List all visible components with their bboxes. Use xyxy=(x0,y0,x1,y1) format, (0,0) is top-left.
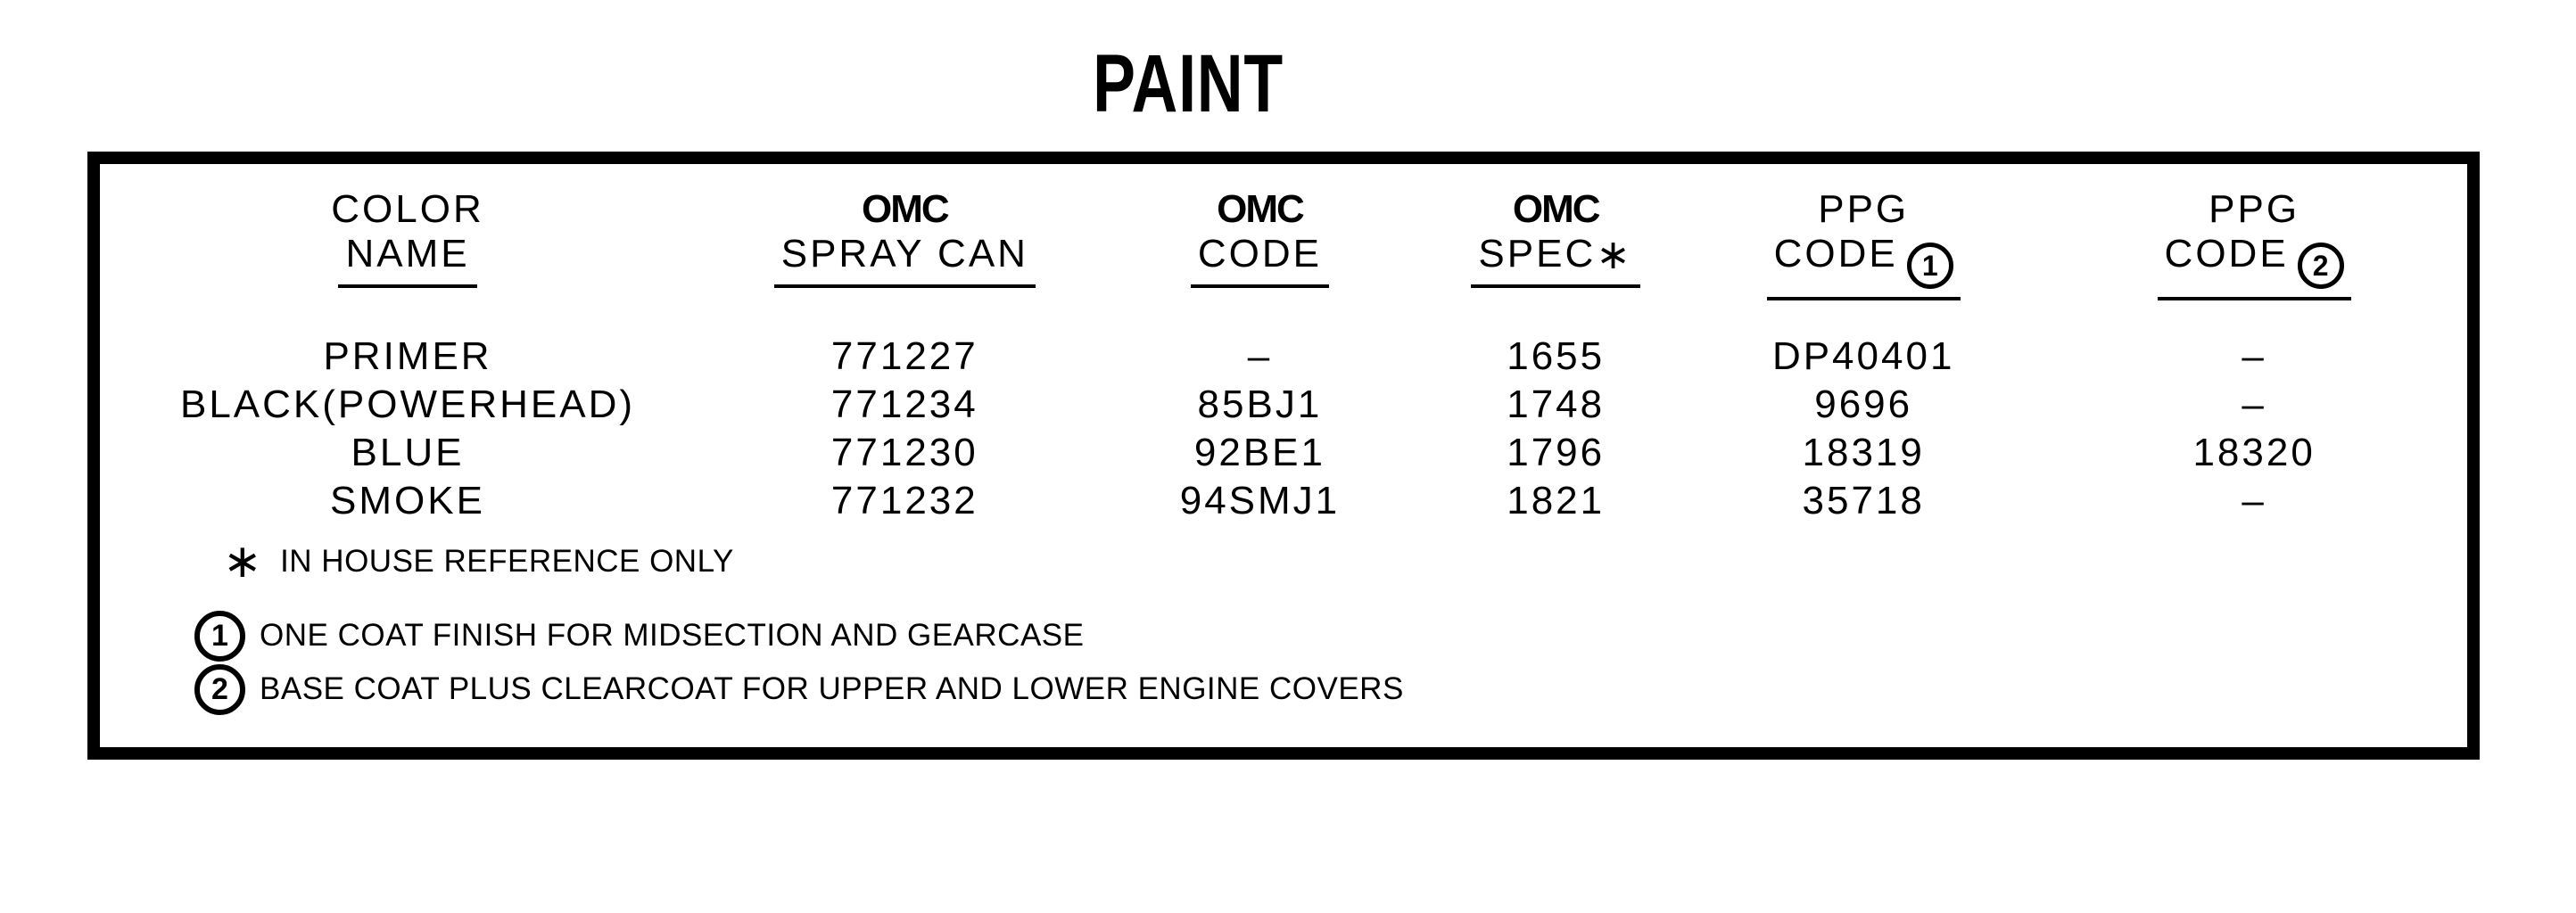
table-row-primer xyxy=(100,300,2467,381)
cell-ppg-code-1: DP40401 xyxy=(1771,334,1955,378)
column-header-omc-code xyxy=(1094,187,1426,300)
cell-omc-code: 85BJ1 xyxy=(1197,382,1323,426)
column-header-omc-spray-can xyxy=(715,187,1094,300)
paint-table-box xyxy=(87,152,2480,760)
footnote-one-coat xyxy=(194,610,1084,662)
header-line2-underlined: SPRAY CAN xyxy=(774,232,1036,288)
cell-color-name: SMOKE xyxy=(330,479,485,522)
omc-logo-text: OMC xyxy=(862,187,948,231)
header-line1: PPG xyxy=(1818,187,1910,231)
cell-ppg-code-2: – xyxy=(2242,382,2266,426)
header-code-label: CODE xyxy=(1773,232,1898,276)
header-line2-underlined xyxy=(1471,232,1640,288)
table-row-smoke xyxy=(100,477,2467,525)
cell-omc-spec: 1655 xyxy=(1507,334,1606,378)
header-code-label: CODE xyxy=(2164,232,2289,276)
cell-omc-spec: 1748 xyxy=(1507,382,1606,426)
footnote-text: BASE COAT PLUS CLEARCOAT FOR UPPER AND LOWER ENGINE COVERS xyxy=(260,671,1404,706)
omc-logo-text: OMC xyxy=(1512,187,1599,231)
paint-table xyxy=(100,187,2467,525)
table-row-blue xyxy=(100,429,2467,477)
header-line1: PPG xyxy=(2209,187,2300,231)
cell-color-name: BLUE xyxy=(351,431,465,474)
header-line2-underlined: CODE xyxy=(1191,232,1329,288)
cell-ppg-code-2: 18320 xyxy=(2192,431,2316,474)
column-header-omc-spec xyxy=(1425,187,1686,300)
cell-omc-spec: 1796 xyxy=(1507,431,1606,474)
circled-2-icon: 2 xyxy=(194,664,245,715)
cell-omc-spray-can: 771230 xyxy=(830,431,978,474)
page-title-text: PAINT xyxy=(1093,38,1284,129)
header-line2-underlined: NAME xyxy=(338,232,476,288)
header-line2-underlined xyxy=(1767,232,1961,300)
cell-color-name: BLACK(POWERHEAD) xyxy=(179,382,636,426)
footnote-in-house xyxy=(223,536,734,588)
asterisk-icon: ∗ xyxy=(223,536,263,588)
page-title xyxy=(0,38,2476,149)
cell-omc-spray-can: 771232 xyxy=(830,479,978,522)
circled-2-icon: 2 xyxy=(2298,243,2344,289)
cell-omc-spec: 1821 xyxy=(1507,479,1606,522)
header-spec-label: SPEC xyxy=(1478,232,1597,276)
cell-color-name: PRIMER xyxy=(323,334,492,378)
footnote-base-coat xyxy=(194,663,1404,715)
cell-omc-code: 94SMJ1 xyxy=(1179,479,1341,522)
cell-omc-code: 92BE1 xyxy=(1193,431,1325,474)
table-row-black-powerhead xyxy=(100,381,2467,429)
cell-omc-spray-can: 771234 xyxy=(830,382,978,426)
header-row xyxy=(100,187,2467,300)
header-line2-underlined xyxy=(2158,232,2351,300)
column-header-color-name xyxy=(100,187,715,300)
asterisk-icon: ∗ xyxy=(1596,231,1633,277)
omc-logo-text: OMC xyxy=(1217,187,1303,231)
cell-ppg-code-2: – xyxy=(2242,479,2266,522)
cell-omc-spray-can: 771227 xyxy=(830,334,978,378)
circled-1-icon: 1 xyxy=(194,611,245,662)
footnote-text: ONE COAT FINISH FOR MIDSECTION AND GEARCASE xyxy=(260,618,1085,653)
header-line1: COLOR xyxy=(331,187,484,231)
column-header-ppg-code-1 xyxy=(1686,187,2041,300)
cell-ppg-code-1: 35718 xyxy=(1802,479,1925,522)
cell-ppg-code-1: 18319 xyxy=(1802,431,1925,474)
circled-1-icon: 1 xyxy=(1907,243,1953,289)
column-header-ppg-code-2 xyxy=(2041,187,2467,300)
footnote-text: IN HOUSE REFERENCE ONLY xyxy=(280,544,734,579)
cell-ppg-code-1: 9696 xyxy=(1814,382,1913,426)
cell-omc-code: – xyxy=(1247,334,1273,378)
cell-ppg-code-2: – xyxy=(2242,334,2266,378)
